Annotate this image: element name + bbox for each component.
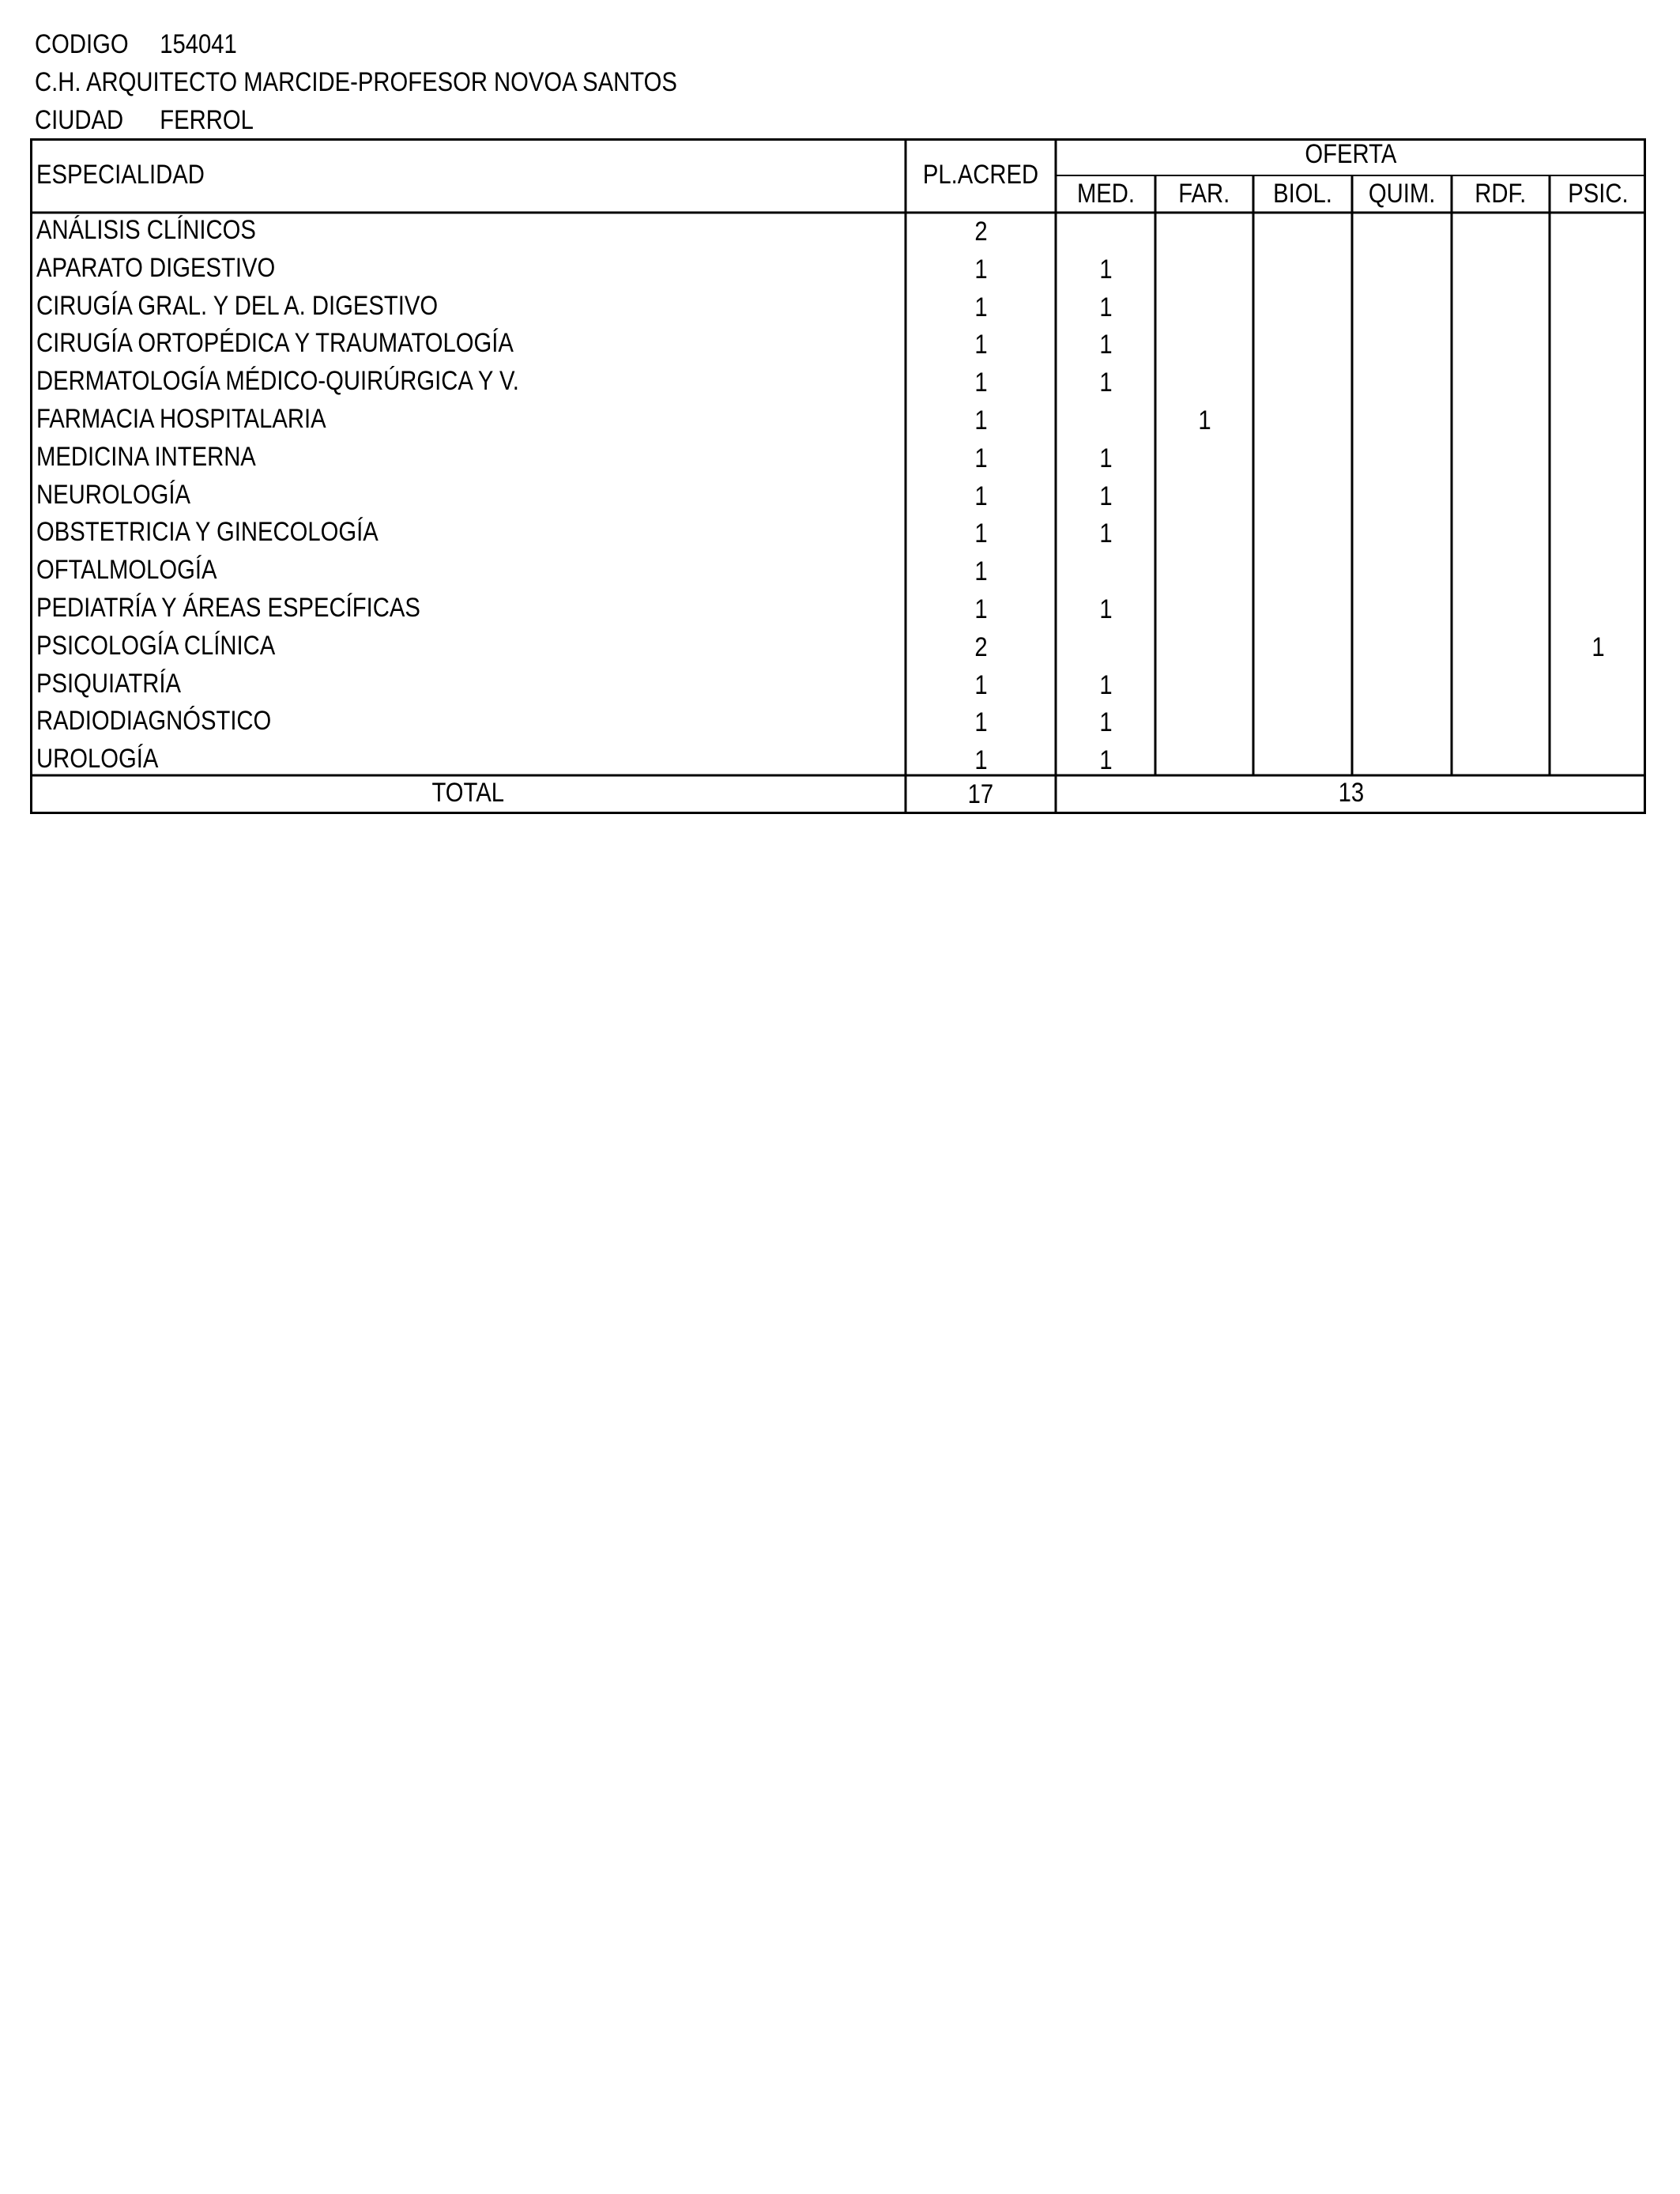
placred-cell: 1	[974, 443, 988, 473]
placred-cell: 1	[974, 405, 988, 435]
quim-cell	[1352, 707, 1452, 738]
centro-name: C.H. ARQUITECTO MARCIDE-PROFESOR NOVOA SANTOS	[35, 67, 677, 97]
quim-cell	[1352, 669, 1452, 701]
placred-cell: 1	[974, 292, 988, 322]
codigo-value: 154041	[160, 29, 237, 59]
sub-header-quim: QUIM.	[1368, 179, 1436, 209]
rdf-cell	[1452, 405, 1550, 436]
quim-cell	[1352, 216, 1452, 247]
especialidad-cell: OBSTETRICIA Y GINECOLOGÍA	[36, 517, 379, 547]
especialidad-cell: CIRUGÍA GRAL. Y DEL A. DIGESTIVO	[36, 291, 439, 321]
rdf-cell	[1452, 556, 1550, 587]
especialidad-cell: CIRUGÍA ORTOPÉDICA Y TRAUMATOLOGÍA	[36, 328, 514, 358]
codigo-line	[35, 28, 237, 60]
med-cell: 1	[1098, 481, 1113, 511]
rdf-cell	[1452, 292, 1550, 323]
rdf-cell	[1452, 216, 1550, 247]
biol-cell	[1253, 556, 1352, 587]
biol-cell	[1253, 745, 1352, 776]
rdf-cell	[1452, 669, 1550, 701]
med-cell: 1	[1098, 745, 1113, 775]
med-cell: 1	[1098, 670, 1113, 700]
especialidad-cell: ANÁLISIS CLÍNICOS	[36, 215, 256, 245]
quim-cell	[1352, 481, 1452, 512]
especialidad-cell: MEDICINA INTERNA	[36, 442, 256, 472]
biol-cell	[1253, 518, 1352, 549]
especialidad-cell: APARATO DIGESTIVO	[36, 253, 276, 283]
ciudad-line	[35, 104, 254, 136]
biol-cell	[1253, 707, 1352, 738]
especialidad-cell: OFTALMOLOGÍA	[36, 555, 217, 585]
sub-header-rdf: RDF.	[1475, 179, 1527, 209]
total-oferta: 13	[1338, 778, 1364, 808]
placred-cell: 1	[974, 368, 988, 398]
med-cell	[1056, 216, 1155, 247]
med-cell: 1	[1098, 254, 1113, 285]
biol-cell	[1253, 481, 1352, 512]
psic-cell	[1550, 707, 1646, 738]
far-cell	[1155, 631, 1253, 663]
quim-cell	[1352, 556, 1452, 587]
especialidad-cell: PSIQUIATRÍA	[36, 669, 182, 699]
placred-cell: 1	[974, 330, 988, 360]
far-cell	[1155, 556, 1253, 587]
far-cell	[1155, 707, 1253, 738]
far-cell	[1155, 669, 1253, 701]
biol-cell	[1253, 216, 1352, 247]
rdf-cell	[1452, 481, 1550, 512]
rdf-cell	[1452, 594, 1550, 625]
especialidad-cell: RADIODIAGNÓSTICO	[36, 706, 272, 736]
especialidad-cell: UROLOGÍA	[36, 744, 159, 774]
far-cell	[1155, 518, 1253, 549]
psic-cell	[1550, 405, 1646, 436]
rdf-cell	[1452, 254, 1550, 285]
col-header-oferta: OFERTA	[1305, 139, 1397, 169]
quim-cell	[1352, 329, 1452, 360]
placred-cell: 1	[974, 707, 988, 737]
oferta-table	[30, 138, 1646, 814]
ciudad-value: FERROL	[160, 105, 254, 135]
sub-header-biol: BIOL.	[1273, 179, 1332, 209]
psic-cell	[1550, 556, 1646, 587]
psic-cell	[1550, 443, 1646, 474]
med-cell: 1	[1098, 518, 1113, 548]
biol-cell	[1253, 367, 1352, 398]
placred-cell: 2	[974, 217, 988, 247]
med-cell: 1	[1098, 292, 1113, 322]
med-cell: 1	[1098, 443, 1113, 473]
rdf-cell	[1452, 329, 1550, 360]
sub-header-med: MED.	[1076, 179, 1135, 209]
especialidad-cell: DERMATOLOGÍA MÉDICO-QUIRÚRGICA Y V.	[36, 366, 519, 396]
far-cell	[1155, 443, 1253, 474]
far-cell	[1155, 292, 1253, 323]
rdf-cell	[1452, 367, 1550, 398]
psic-cell	[1550, 292, 1646, 323]
psic-cell	[1550, 216, 1646, 247]
especialidad-cell: FARMACIA HOSPITALARIA	[36, 404, 326, 434]
psic-cell	[1550, 329, 1646, 360]
quim-cell	[1352, 254, 1452, 285]
biol-cell	[1253, 254, 1352, 285]
col-header-especialidad: ESPECIALIDAD	[36, 160, 205, 190]
psic-cell	[1550, 669, 1646, 701]
biol-cell	[1253, 405, 1352, 436]
rdf-cell	[1452, 745, 1550, 776]
placred-cell: 1	[974, 594, 988, 624]
psic-cell	[1550, 594, 1646, 625]
total-placred: 17	[967, 779, 994, 809]
especialidad-cell: NEUROLOGÍA	[36, 480, 190, 510]
med-cell: 1	[1098, 368, 1113, 398]
rdf-cell	[1452, 707, 1550, 738]
quim-cell	[1352, 443, 1452, 474]
far-cell	[1155, 329, 1253, 360]
especialidad-cell: PSICOLOGÍA CLÍNICA	[36, 631, 276, 661]
rdf-cell	[1452, 443, 1550, 474]
col-header-placred: PL.ACRED	[922, 160, 1039, 190]
sub-header-far: FAR.	[1178, 179, 1230, 209]
med-cell: 1	[1098, 707, 1113, 737]
quim-cell	[1352, 292, 1452, 323]
biol-cell	[1253, 329, 1352, 360]
total-label: TOTAL	[431, 778, 504, 808]
biol-cell	[1253, 631, 1352, 663]
placred-cell: 1	[974, 481, 988, 511]
codigo-label: CODIGO	[35, 29, 129, 59]
especialidad-cell: PEDIATRÍA Y ÁREAS ESPECÍFICAS	[36, 593, 420, 623]
psic-cell	[1550, 518, 1646, 549]
far-cell	[1155, 594, 1253, 625]
placred-cell: 1	[974, 745, 988, 775]
placred-cell: 2	[974, 632, 988, 662]
psic-cell	[1550, 481, 1646, 512]
placred-cell: 1	[974, 254, 988, 285]
far-cell	[1155, 745, 1253, 776]
quim-cell	[1352, 631, 1452, 663]
sub-header-psic: PSIC.	[1567, 179, 1629, 209]
biol-cell	[1253, 669, 1352, 701]
placred-cell: 1	[974, 670, 988, 700]
psic-cell	[1550, 745, 1646, 776]
biol-cell	[1253, 443, 1352, 474]
far-cell	[1155, 216, 1253, 247]
quim-cell	[1352, 405, 1452, 436]
quim-cell	[1352, 367, 1452, 398]
biol-cell	[1253, 594, 1352, 625]
far-cell	[1155, 481, 1253, 512]
ciudad-label: CIUDAD	[35, 105, 124, 135]
far-cell: 1	[1197, 405, 1211, 435]
psic-cell: 1	[1591, 632, 1605, 662]
med-cell: 1	[1098, 594, 1113, 624]
rdf-cell	[1452, 631, 1550, 663]
far-cell	[1155, 254, 1253, 285]
med-cell	[1056, 556, 1155, 587]
far-cell	[1155, 367, 1253, 398]
quim-cell	[1352, 745, 1452, 776]
placred-cell: 1	[974, 556, 988, 586]
psic-cell	[1550, 254, 1646, 285]
psic-cell	[1550, 367, 1646, 398]
quim-cell	[1352, 594, 1452, 625]
med-cell	[1056, 405, 1155, 436]
med-cell: 1	[1098, 330, 1113, 360]
biol-cell	[1253, 292, 1352, 323]
med-cell	[1056, 631, 1155, 663]
rdf-cell	[1452, 518, 1550, 549]
quim-cell	[1352, 518, 1452, 549]
placred-cell: 1	[974, 518, 988, 548]
